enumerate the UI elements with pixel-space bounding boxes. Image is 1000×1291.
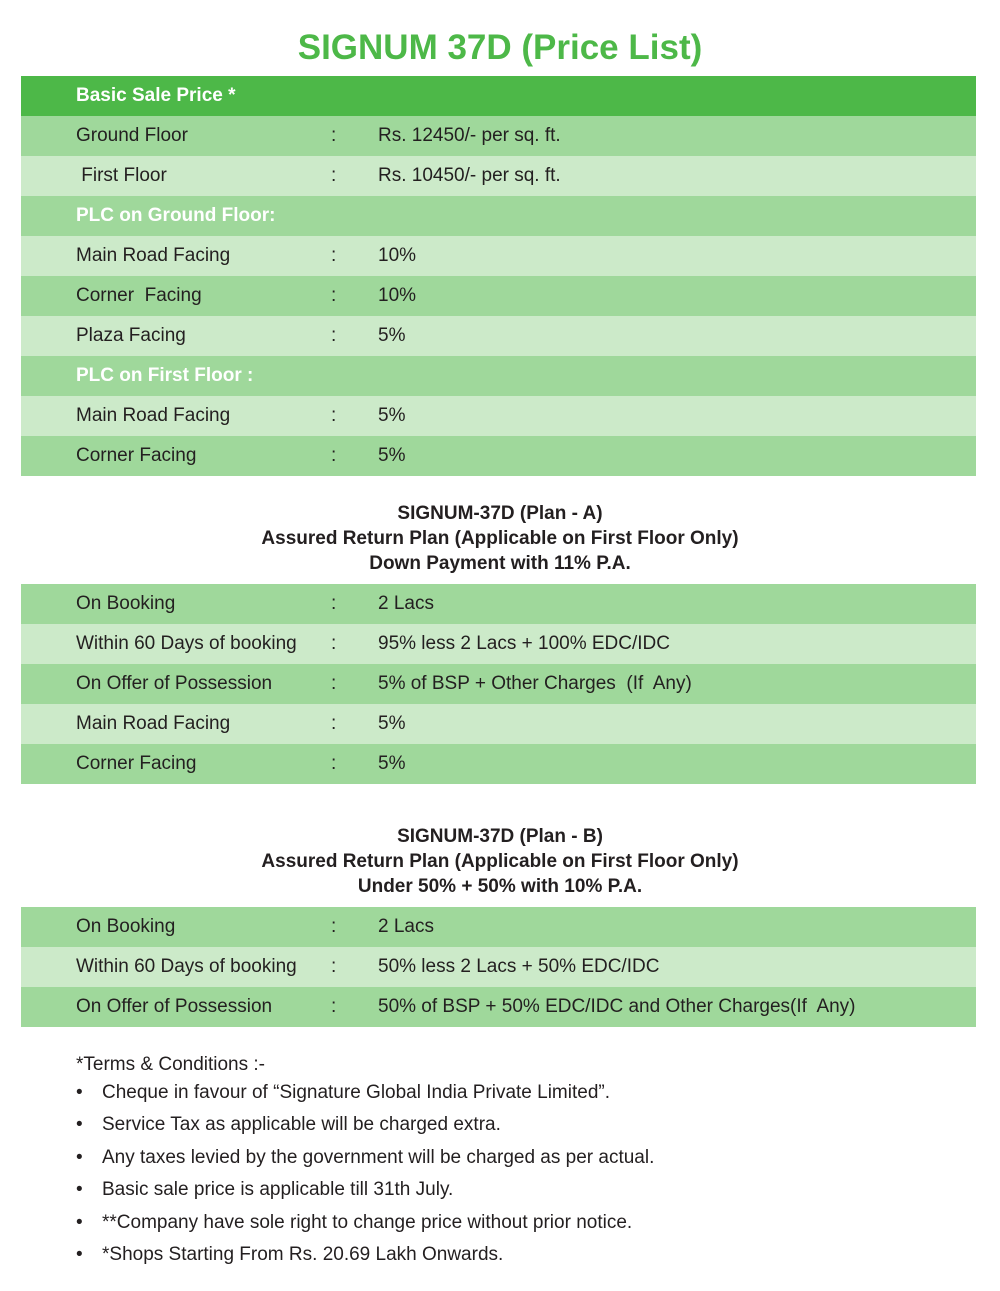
price-table bbox=[21, 76, 976, 476]
row-value: 5% bbox=[378, 753, 406, 774]
list-item bbox=[76, 1112, 956, 1144]
row-value: 5% of BSP + Other Charges (If Any) bbox=[378, 673, 692, 694]
row-label: On Booking bbox=[76, 916, 176, 937]
row-colon: : bbox=[331, 753, 337, 774]
table-row bbox=[21, 436, 976, 476]
term-text: **Company have sole right to change price without prior notice. bbox=[102, 1211, 633, 1233]
row-colon: : bbox=[331, 713, 337, 734]
list-item bbox=[76, 1080, 956, 1112]
table-row bbox=[21, 116, 976, 156]
row-value: 2 Lacs bbox=[378, 916, 434, 937]
list-item bbox=[76, 1145, 956, 1177]
table-row bbox=[21, 236, 976, 276]
bullet-icon: • bbox=[76, 1082, 83, 1103]
bullet-icon: • bbox=[76, 1243, 83, 1265]
plan-b-subtitle: Assured Return Plan (Applicable on First Floor Only) bbox=[261, 851, 739, 872]
row-colon: : bbox=[331, 593, 337, 614]
bullet-icon: • bbox=[76, 1179, 83, 1201]
row-colon: : bbox=[331, 165, 337, 186]
plan-b-title: SIGNUM-37D (Plan - B) bbox=[397, 826, 603, 847]
table-row bbox=[21, 196, 976, 236]
row-label: Corner Facing bbox=[76, 285, 202, 306]
row-colon: : bbox=[331, 285, 337, 306]
table-row bbox=[21, 664, 976, 704]
row-label: Main Road Facing bbox=[76, 713, 231, 734]
row-label: PLC on First Floor : bbox=[76, 365, 254, 386]
term-text: Service Tax as applicable will be charged extra. bbox=[102, 1114, 501, 1136]
row-colon: : bbox=[331, 125, 337, 146]
row-value: 95% less 2 Lacs + 100% EDC/IDC bbox=[378, 633, 670, 654]
row-value: 2 Lacs bbox=[378, 593, 434, 614]
row-label: Main Road Facing bbox=[76, 245, 231, 266]
row-label: Plaza Facing bbox=[76, 325, 186, 346]
list-item bbox=[76, 1210, 956, 1242]
table-row bbox=[21, 156, 976, 196]
row-value: Rs. 12450/- per sq. ft. bbox=[378, 125, 561, 146]
bullet-icon: • bbox=[76, 1114, 83, 1136]
row-label: Corner Facing bbox=[76, 753, 197, 774]
table-row bbox=[21, 356, 976, 396]
row-colon: : bbox=[331, 956, 337, 977]
bullet-icon: • bbox=[76, 1146, 83, 1168]
row-value: 50% of BSP + 50% EDC/IDC and Other Charges(If Any) bbox=[378, 996, 856, 1017]
plan-b-terms: Under 50% + 50% with 10% P.A. bbox=[357, 876, 643, 897]
table-row bbox=[21, 76, 976, 116]
row-value: Rs. 10450/- per sq. ft. bbox=[378, 165, 561, 186]
row-colon: : bbox=[331, 325, 337, 346]
row-colon: : bbox=[331, 445, 337, 466]
row-colon: : bbox=[331, 673, 337, 694]
row-value: 5% bbox=[378, 445, 406, 466]
row-colon: : bbox=[331, 996, 337, 1017]
table-row bbox=[21, 584, 976, 624]
row-colon: : bbox=[331, 245, 337, 266]
term-text: *Shops Starting From Rs. 20.69 Lakh Onwards. bbox=[102, 1243, 504, 1265]
terms-list bbox=[76, 1080, 956, 1274]
row-label: Basic Sale Price * bbox=[76, 85, 236, 106]
term-text: Any taxes levied by the government will be charged as per actual. bbox=[102, 1146, 655, 1168]
terms-section bbox=[76, 1052, 956, 1274]
row-value: 5% bbox=[378, 325, 406, 346]
row-value: 5% bbox=[378, 405, 406, 426]
plan-a-subtitle: Assured Return Plan (Applicable on First Floor Only) bbox=[261, 528, 739, 549]
term-text: Basic sale price is applicable till 31th July. bbox=[102, 1179, 454, 1201]
table-row bbox=[21, 744, 976, 784]
table-row bbox=[21, 987, 976, 1027]
row-label: First Floor bbox=[76, 165, 167, 186]
row-label: Ground Floor bbox=[76, 125, 188, 146]
table-row bbox=[21, 704, 976, 744]
row-colon: : bbox=[331, 916, 337, 937]
row-label: PLC on Ground Floor: bbox=[76, 205, 276, 226]
table-row bbox=[21, 907, 976, 947]
row-label: Within 60 Days of booking bbox=[76, 633, 297, 654]
list-item bbox=[76, 1177, 956, 1209]
plan-a-terms: Down Payment with 11% P.A. bbox=[369, 553, 631, 574]
bullet-icon: • bbox=[76, 1211, 83, 1233]
table-row bbox=[21, 947, 976, 987]
row-value: 50% less 2 Lacs + 50% EDC/IDC bbox=[378, 956, 660, 977]
list-item bbox=[76, 1242, 956, 1274]
plan-a-table bbox=[21, 584, 976, 784]
row-value: 10% bbox=[378, 245, 417, 266]
plan-a-title: SIGNUM-37D (Plan - A) bbox=[397, 503, 603, 524]
row-label: Within 60 Days of booking bbox=[76, 956, 297, 977]
table-row bbox=[21, 276, 976, 316]
plan-b-heading bbox=[0, 824, 1000, 899]
term-text: Cheque in favour of “Signature Global India Private Limited”. bbox=[102, 1082, 610, 1103]
page-title: SIGNUM 37D (Price List) bbox=[297, 28, 703, 67]
table-row bbox=[21, 624, 976, 664]
row-colon: : bbox=[331, 633, 337, 654]
row-label: Main Road Facing bbox=[76, 405, 231, 426]
row-value: 5% bbox=[378, 713, 406, 734]
row-colon: : bbox=[331, 405, 337, 426]
row-label: On Booking bbox=[76, 593, 176, 614]
row-label: On Offer of Possession bbox=[76, 673, 273, 694]
plan-b-table bbox=[21, 907, 976, 1027]
plan-a-heading bbox=[0, 501, 1000, 576]
terms-title: *Terms & Conditions :- bbox=[76, 1054, 266, 1075]
row-value: 10% bbox=[378, 285, 417, 306]
row-label: On Offer of Possession bbox=[76, 996, 273, 1017]
row-label: Corner Facing bbox=[76, 445, 197, 466]
table-row bbox=[21, 316, 976, 356]
table-row bbox=[21, 396, 976, 436]
